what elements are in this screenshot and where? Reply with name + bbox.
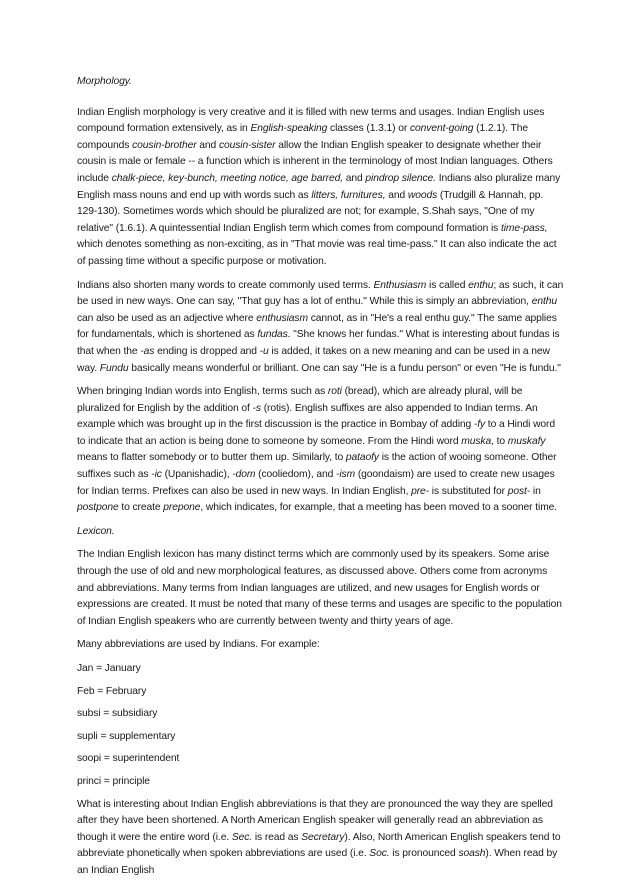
paragraph-morphology-1	[77, 105, 565, 271]
text-run: When bringing Indian words into English, terms such as	[77, 386, 328, 398]
abbreviation-item: Feb = February	[77, 685, 147, 697]
italic-term: -ism	[336, 469, 356, 481]
paragraph-morphology-3	[77, 384, 565, 517]
text-run: is pronounced	[389, 848, 459, 860]
italic-term: -fy	[473, 419, 486, 431]
text-run: basically means wonderful or brilliant. One can say "He is a fundu person" or even "He is fundu."	[128, 362, 561, 374]
text-run: means to flatter somebody or to butter them up. Similarly, to	[77, 452, 346, 464]
text-run: (cooliedom), and	[255, 469, 337, 481]
italic-term: -ic	[151, 469, 162, 481]
italic-term: soash	[458, 848, 486, 860]
text-run: classes (1.3.1) or	[327, 123, 410, 135]
abbreviation-item: subsi = subsidiary	[77, 708, 158, 720]
text-run: ending is dropped and	[154, 345, 260, 357]
text-run: is added, it takes on a new meaning and can be used in a new way.	[77, 345, 550, 374]
text-run: (bread), which are already plural, will be pluralized for English by the addition of	[77, 386, 523, 414]
italic-term: pindrop silence.	[365, 172, 436, 184]
text-run: and	[385, 189, 408, 201]
italic-term: Fundu	[99, 362, 129, 374]
italic-term: muska	[461, 435, 492, 447]
text-run: (Trudgill & Hannah, pp. 129-130). Sometimes words which should be pluralized are not; for example, S.Shah says, "One of my relative" (1.6.1). A quintessential Indian English term which comes from compound formation is	[77, 189, 544, 234]
italic-term: -as	[140, 345, 155, 357]
text-run: (goondaism) are used to create new usages for Indian terms. Prefixes can also be used in new ways. In Indian English,	[77, 469, 555, 497]
italic-term: convent-going	[409, 123, 474, 135]
italic-term: Enthusiasm	[373, 279, 427, 291]
text-run: (1.2.1). The compounds	[77, 123, 528, 151]
text-run: (Upanishadic),	[161, 469, 233, 481]
italic-term: litters, furnitures,	[311, 189, 386, 201]
italic-term: pataofy	[345, 452, 379, 464]
text-run: in	[530, 485, 541, 497]
italic-term: Secretary	[301, 831, 345, 843]
text-run: ; as such, it can be used in new ways. One can say, "That guy has a lot of enthu." While this is simply an abbreviation,	[77, 279, 564, 308]
text-run: What is interesting about Indian English abbreviations is that they are pronounced the way they are spelled after they have been shortened. A North American English speaker will generally read an abbreviation as though it were the entire word (i.e.	[77, 798, 553, 843]
abbreviation-item: Jan = January	[77, 663, 141, 674]
italic-term: enthu	[531, 296, 557, 308]
text-run: to create	[118, 502, 164, 514]
italic-term: post-	[507, 485, 531, 497]
italic-term: prepone	[163, 502, 201, 514]
text-run: Indians also shorten many words to create commonly used terms.	[77, 279, 374, 291]
text-run: which denotes something as non-exciting, as in "That movie was real time-pass." It can also indicate the act of passing time without a specific purpose or motivation.	[77, 239, 557, 267]
italic-term: enthusiasm	[256, 312, 308, 324]
text-run: is the action of wooing someone. Other suffixes such as	[77, 452, 557, 481]
text-run: Indians also pluralize many English mass nouns and end up with words such as	[77, 172, 561, 201]
italic-term: English-speaking	[250, 123, 328, 135]
italic-term: chalk-piece, key-bunch, meeting notice, age barred,	[111, 172, 343, 184]
paragraph-lexicon-3	[77, 797, 565, 880]
text-run: (rotis). English suffixes are also appended to Indian terms. An example which was brought up in the first discussion is the practice in Bombay of adding	[77, 402, 538, 431]
italic-term: -dom	[232, 469, 256, 481]
abbreviation-item: supli = supplementary	[77, 730, 176, 742]
paragraph-lexicon-1: The Indian English lexicon has many distinct terms which are commonly used by its speakers. Some arise through the use of old and new morphological features, as discussed above. Others come from acronyms and abbreviations. Many terms from Indian languages are utilized, and new usages for English words or expressions are created. It must be noted that many of these terms and usages are specific to the population of Indian English speakers who are currently between twenty and thirty years of age.	[77, 549, 562, 627]
text-run: is substituted for	[429, 485, 508, 497]
abbreviation-item: princi = principle	[77, 775, 150, 787]
italic-term: time-pass,	[500, 222, 548, 234]
italic-term: fundas	[257, 329, 288, 341]
italic-term: -s	[252, 402, 261, 414]
paragraph-lexicon-2: Many abbreviations are used by Indians. For example:	[77, 639, 320, 651]
italic-term: enthu	[468, 279, 494, 291]
paragraph-morphology-2	[77, 278, 565, 378]
heading-lexicon: Lexicon.	[77, 525, 115, 537]
text-run: and	[343, 172, 366, 184]
italic-term: muskafy	[507, 435, 546, 447]
text-run: . "She knows her fundas." What is interesting about fundas is that when the	[77, 329, 560, 357]
text-run: is called	[426, 279, 469, 291]
text-run: and	[196, 139, 219, 151]
italic-term: Soc.	[369, 848, 390, 860]
italic-term: woods	[407, 189, 438, 201]
italic-term: cousin-sister	[218, 139, 276, 151]
italic-term: roti	[327, 386, 342, 398]
abbreviation-item: soopi = superintendent	[77, 753, 180, 765]
text-run: ). Also, North American English speakers tend to abbreviate phonetically when spoken abbreviations are used (i.e.	[77, 831, 561, 860]
text-run: ). When read by an Indian English	[77, 848, 558, 876]
italic-term: cousin-brother	[132, 139, 197, 151]
text-run: cannot, as in "He's a real enthu guy." The same applies for fundamentals, which is shortened as	[77, 312, 557, 341]
italic-term: pre-	[411, 485, 430, 497]
heading-morphology: Morphology.	[77, 76, 132, 87]
text-run: can also be used as an adjective where	[77, 312, 257, 324]
text-run: is read as	[252, 831, 302, 843]
italic-term: -u	[259, 345, 269, 357]
text-run: Indian English morphology is very creative and it is filled with new terms and usages. Indian English uses compound formation extensively, as in	[77, 106, 545, 135]
italic-term: postpone	[77, 502, 119, 514]
italic-term: Sec.	[231, 831, 253, 843]
text-run: allow the Indian English speaker to designate whether their cousin is male or female -- a function which is inherent in the terminology of most Indian languages. Others include	[77, 139, 553, 184]
text-run: to a Hindi word to indicate that an action is being done to someone by someone. From the Hindi word	[77, 419, 555, 447]
text-run: , which indicates, for example, that a meeting has been moved to a sooner time.	[200, 502, 558, 514]
document-page	[77, 74, 565, 887]
text-run: , to	[491, 435, 508, 447]
